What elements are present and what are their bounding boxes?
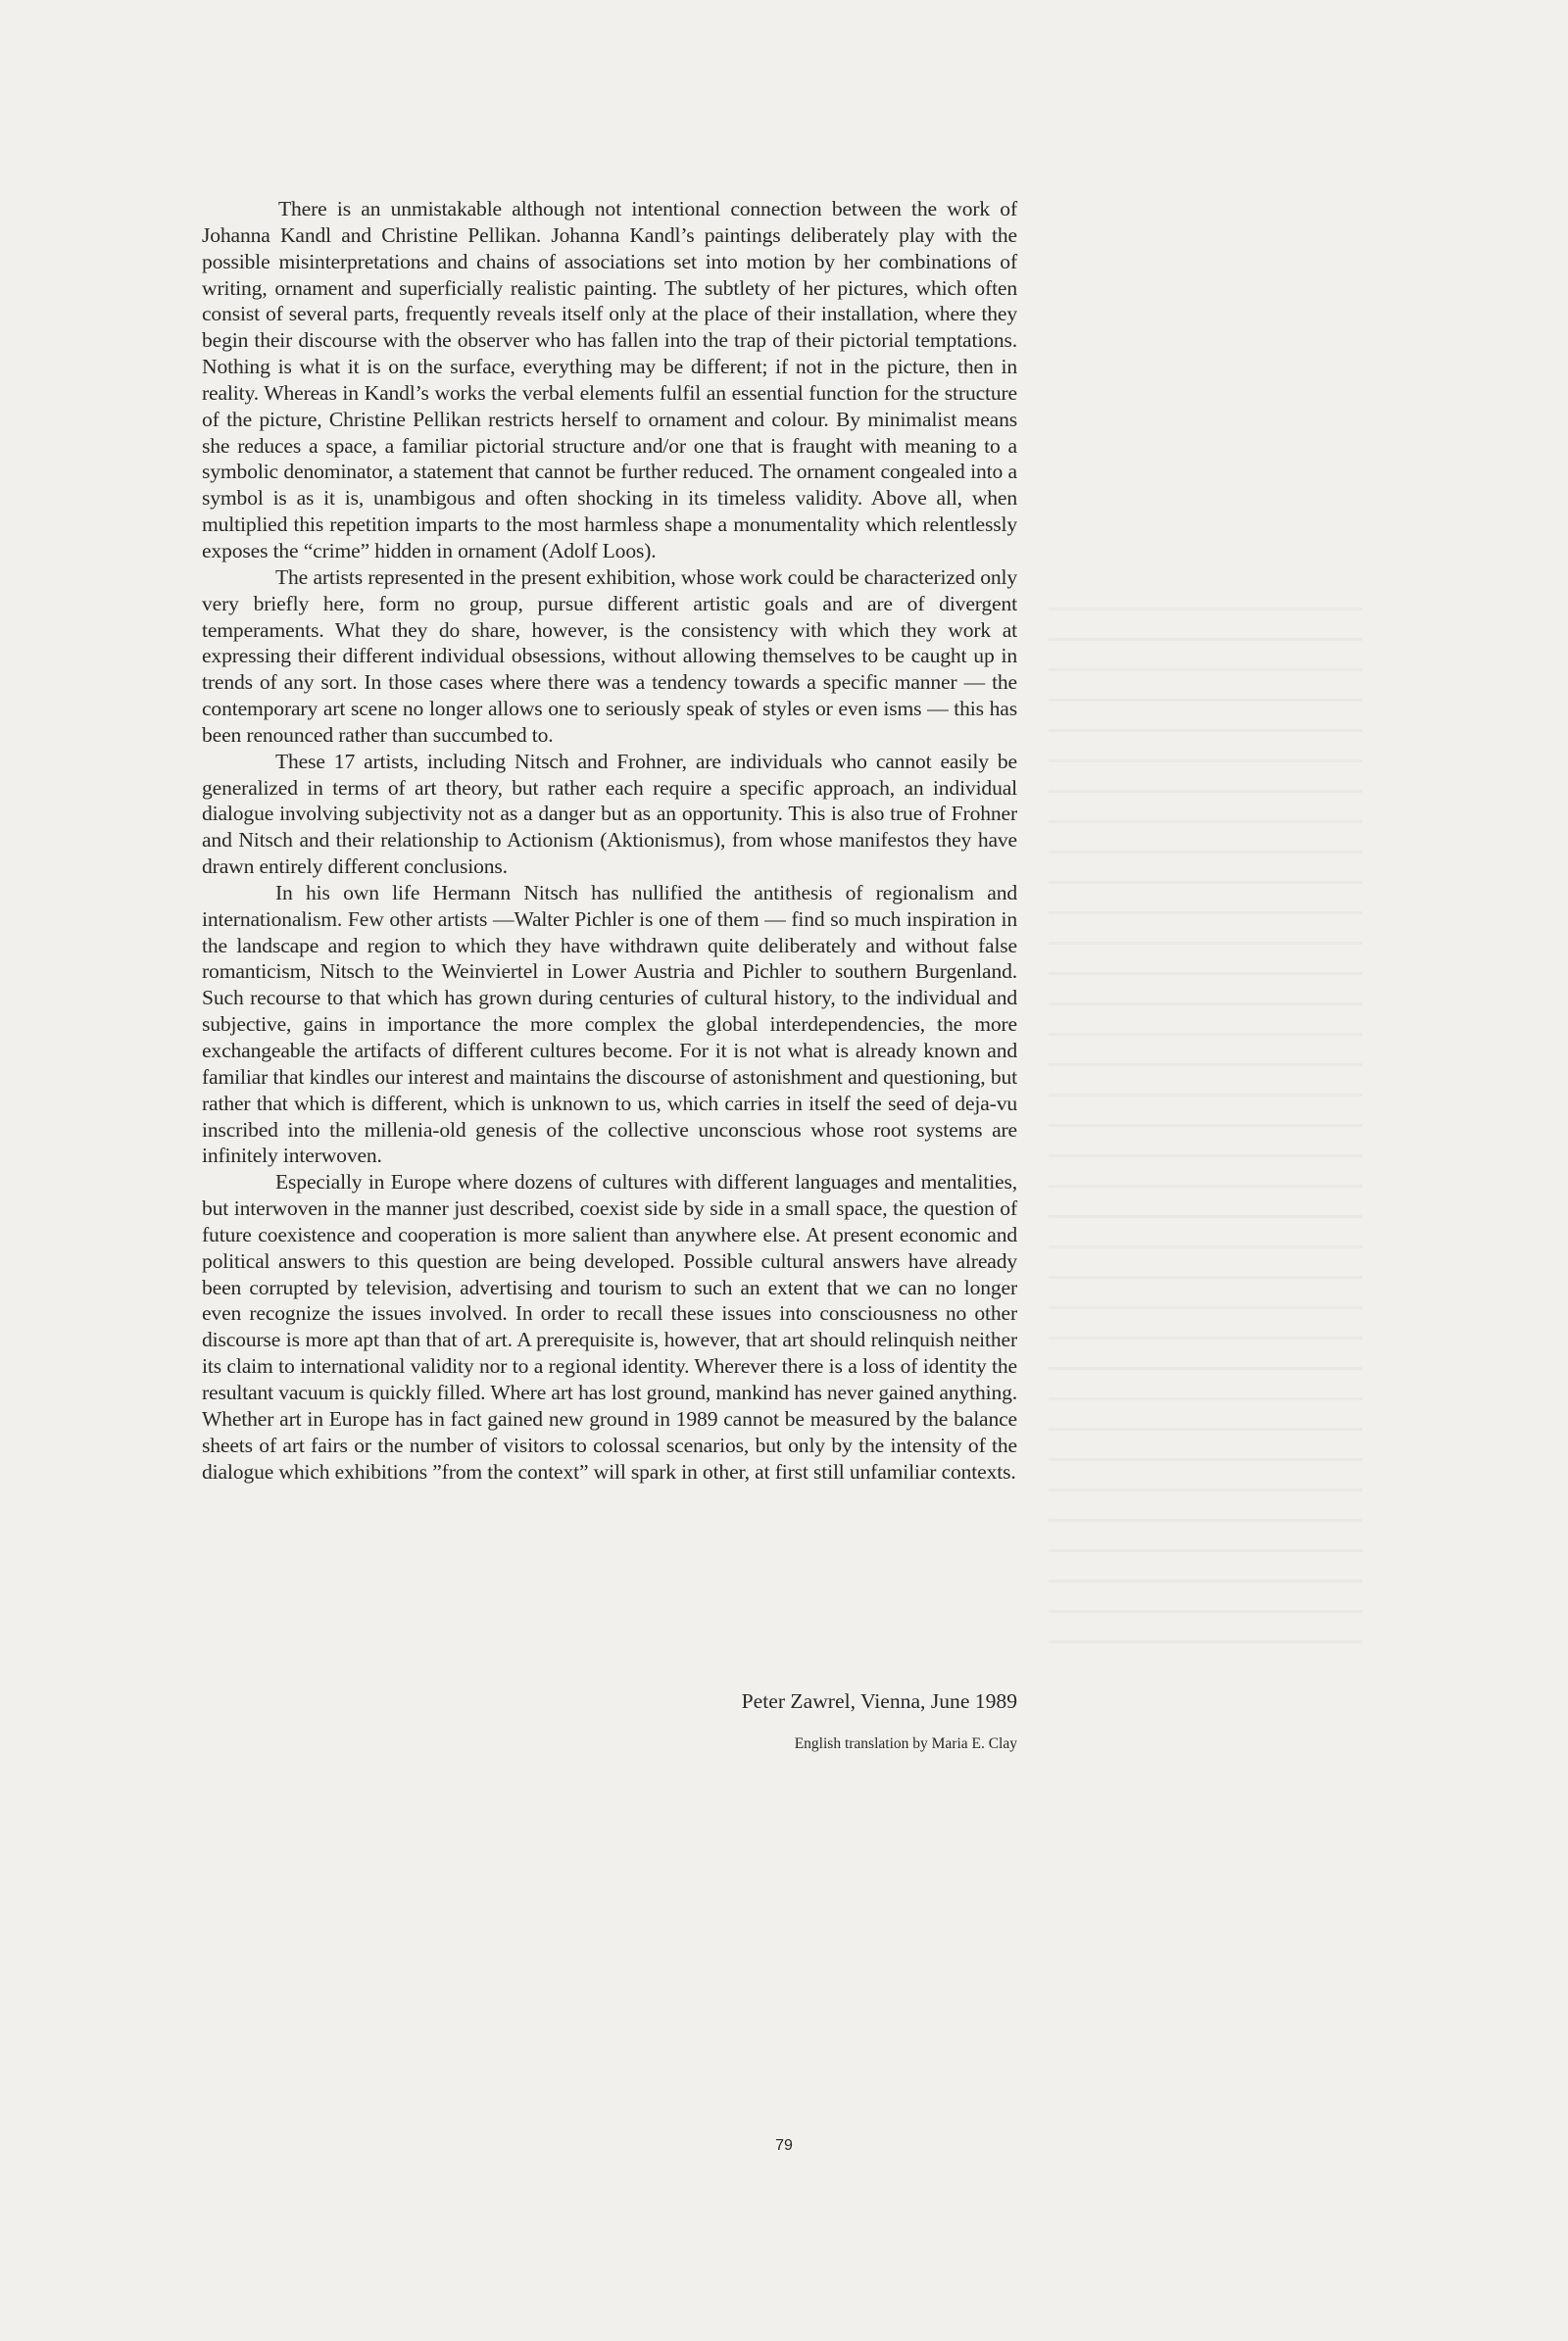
essay-body xyxy=(202,196,1017,1485)
paragraph-4: In his own life Hermann Nitsch has nullified the antithesis of regionalism and internationalism. Few other artists —Walter Pichler is one of them — find so much inspiration in the landscape and region to which they have withdrawn quite deliberately and without false romanticism, Nitsch to the Weinviertel in Lower Austria and Pichler to southern Burgenland. Such recourse to that which has grown during centuries of cultural history, to the individual and subjective, gains in importance the more complex the global interdependencies, the more exchangeable the artifacts of different cultures become. For it is not what is already known and familiar that kindles our interest and maintains the discourse of astonishment and questioning, but rather that which is different, which is unknown to us, which carries in itself the seed of deja-vu inscribed into the millenia-old genesis of the collective unconscious whose root systems are infinitely interwoven. xyxy=(202,880,1017,1168)
paragraph-2: The artists represented in the present exhibition, whose work could be characterized only very briefly here, form no group, pursue different artistic goals and are of divergent temperaments. What they do share, however, is the consistency with which they work at expressing their different individual obsessions, without allowing themselves to be caught up in trends of any sort. In those cases where there was a tendency towards a specific manner — the contemporary art scene no longer allows one to seriously speak of styles or even isms — this has been renounced rather than succumbed to. xyxy=(202,564,1017,747)
translator-credit: English translation by Maria E. Clay xyxy=(794,1735,1017,1752)
paragraph-5: Especially in Europe where dozens of cultures with different languages and mentalities, but interwoven in the manner just described, coexist side by side in a small space, the question of future coexistence and cooperation is more salient than anywhere else. At present economic and political answers to this question are being developed. Possible cultural answers have already been corrupted by television, advertising and tourism to such an extent that we can no longer even recognize the issues involved. In order to recall these issues into consciousness no other discourse is more apt than that of art. A prerequisite is, however, that art should relinquish neither its claim to international validity nor to a regional identity. Wherever there is a loss of identity the resultant vacuum is quickly filled. Where art has lost ground, mankind has never gained anything. Whether art in Europe has in fact gained new ground in 1989 cannot be measured by the balance sheets of art fairs or the number of visitors to colossal scenarios, but only by the intensity of the dialogue which exhibitions ”from the context” will spark in other, at first still unfamiliar contexts. xyxy=(202,1170,1017,1484)
paragraph-1: There is an unmistakable although not intentional connection between the work of Johanna Kandl and Christine Pellikan. Johanna Kandl’s paintings deliberately play with the possible misinterpretations and chains of associations set into motion by her combinations of writing, ornament and superficially realistic painting. The subtlety of her pictures, which often consist of several parts, frequently reveals itself only at the place of their installation, where they begin their discourse with the observer who has fallen into the trap of their pictorial temptations. Nothing is what it is on the surface, everything may be different; if not in the picture, then in reality. Whereas in Kandl’s works the verbal elements fulfil an essential function for the structure of the picture, Christine Pellikan restricts herself to ornament and colour. By minimalist means she reduces a space, a familiar pictorial structure and/or one that is fraught with meaning to a symbolic denominator, a statement that cannot be further reduced. The ornament congealed into a symbol is as it is, unambigous and often shocking in its timeless validity. Above all, when multiplied this repetition imparts to the most harmless shape a monumentality which relentlessly exposes the “crime” hidden in ornament (Adolf Loos). xyxy=(202,197,1017,562)
author-signature: Peter Zawrel, Vienna, June 1989 xyxy=(741,1689,1017,1713)
paper-show-through xyxy=(1049,608,1362,1646)
paragraph-3: These 17 artists, including Nitsch and Frohner, are individuals who cannot easily be generalized in terms of art theory, but rather each require a specific approach, an individual dialogue involving subjectivity not as a danger but as an opportunity. This is also true of Frohner and Nitsch and their relationship to Actionism (Aktionismus), from whose manifestos they have drawn entirely different conclusions. xyxy=(202,749,1017,879)
page-number: 79 xyxy=(775,2137,793,2154)
